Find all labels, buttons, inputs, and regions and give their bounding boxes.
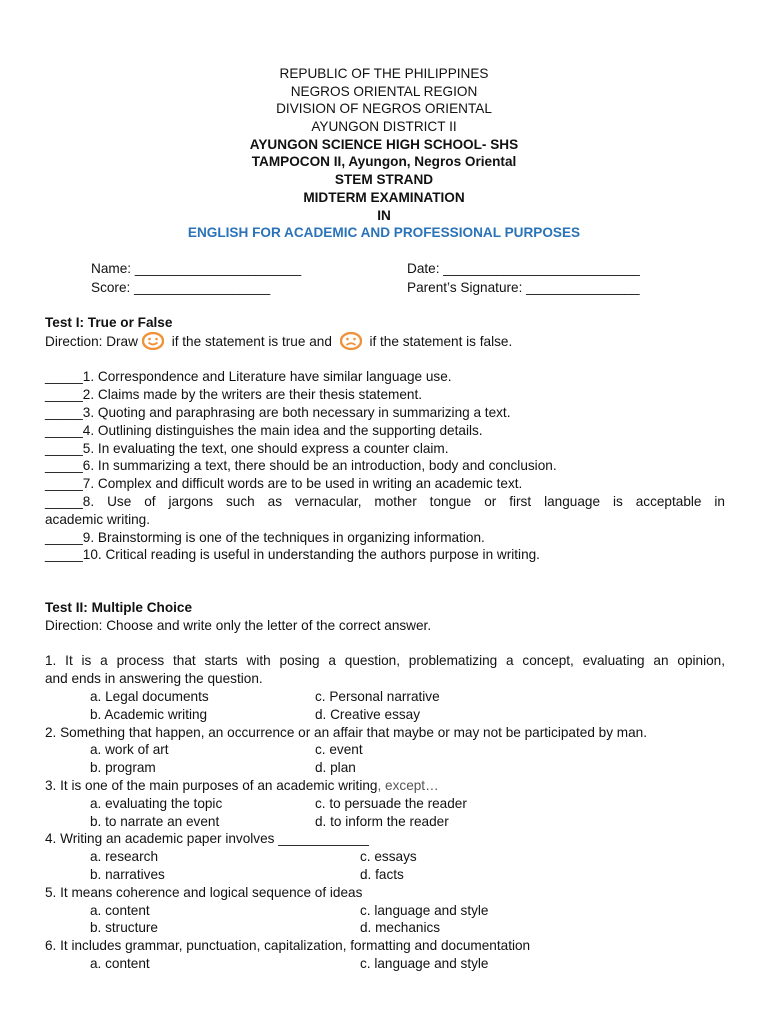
tf-item-continuation: academic writing. — [45, 511, 151, 527]
student-info — [91, 260, 691, 298]
option-d: d. Creative essay — [315, 706, 421, 722]
test1-direction: Direction: Draw if the statement is true and if the statement is false. — [45, 333, 513, 349]
option-row — [45, 706, 725, 724]
question-5: 5. It means coherence and logical sequence of ideas — [45, 884, 363, 900]
option-d: d. plan — [315, 760, 356, 776]
option-c: c. Personal narrative — [315, 688, 440, 704]
option-d: d. mechanics — [360, 920, 441, 936]
option-row — [45, 902, 725, 920]
option-a: a. research — [90, 849, 159, 865]
option-b: b. Academic writing — [90, 706, 208, 722]
test2-direction: Direction: Choose and write only the letter of the correct answer. — [45, 617, 432, 633]
tf-item: _____8. Use of jargons such as vernacular, mother tongue or first language is acceptable in — [45, 493, 725, 509]
option-b: b. narratives — [90, 866, 165, 882]
option-b: b. program — [90, 760, 156, 776]
subject-title: ENGLISH FOR ACADEMIC AND PROFESSIONAL PURPOSES — [187, 225, 581, 241]
option-row — [45, 848, 725, 866]
header-line: REPUBLIC OF THE PHILIPPINES — [279, 66, 489, 81]
option-d: d. to inform the reader — [315, 813, 449, 829]
sad-face-icon — [340, 332, 362, 350]
option-row — [45, 759, 725, 777]
option-row — [45, 688, 725, 706]
header-line: DIVISION OF NEGROS ORIENTAL — [276, 101, 492, 117]
option-row — [45, 919, 725, 937]
question-6: 6. It includes grammar, punctuation, capitalization, formatting and documentation — [45, 938, 531, 954]
option-a: a. Legal documents — [90, 688, 209, 704]
question-3: 3. It is one of the main purposes of an academic writing, except… — [45, 777, 439, 793]
smiley-face-icon — [142, 332, 164, 350]
date-field: Date: __________________________ — [407, 261, 640, 276]
tf-item: _____2. Claims made by the writers are their thesis statement. — [45, 387, 423, 403]
option-a: a. evaluating the topic — [90, 795, 223, 811]
tf-item: _____6. In summarizing a text, there should be an introduction, body and conclusion. — [45, 458, 557, 474]
option-c: c. to persuade the reader — [315, 795, 467, 811]
question-4: 4. Writing an academic paper involves ____________ — [45, 831, 369, 847]
option-b: b. structure — [90, 920, 158, 936]
test2-section — [45, 599, 725, 973]
signature-field: Parent’s Signature: _______________ — [407, 280, 640, 295]
test1-section — [45, 314, 725, 564]
option-b: b. to narrate an event — [90, 813, 220, 829]
name-field: Name: ______________________ — [91, 261, 302, 276]
tf-item: _____3. Quoting and paraphrasing are both necessary in summarizing a text. — [45, 404, 511, 420]
school-address: TAMPOCON II, Ayungon, Negros Oriental — [251, 154, 517, 170]
option-c: c. event — [315, 742, 363, 758]
question-1-cont: and ends in answering the question. — [45, 671, 263, 687]
option-a: a. content — [90, 955, 150, 971]
option-row — [45, 866, 725, 884]
exam-title: MIDTERM EXAMINATION — [303, 189, 465, 205]
tf-item: _____1. Correspondence and Literature have similar language use. — [45, 369, 452, 385]
option-c: c. essays — [360, 849, 417, 865]
tf-item: _____7. Complex and difficult words are to be used in writing an academic text. — [45, 476, 523, 492]
option-a: a. content — [90, 902, 150, 918]
question-2: 2. Something that happen, an occurrence or an affair that maybe or may not be participated by man. — [45, 724, 648, 740]
option-row — [45, 955, 725, 973]
tf-item: _____10. Critical reading is useful in understanding the authors purpose in writing. — [45, 547, 540, 563]
tf-item: _____4. Outlining distinguishes the main idea and the supporting details. — [45, 422, 483, 438]
score-field: Score: __________________ — [91, 280, 271, 295]
option-d: d. facts — [360, 866, 404, 882]
option-c: c. language and style — [360, 955, 489, 971]
school-name: AYUNGON SCIENCE HIGH SCHOOL- SHS — [249, 136, 519, 152]
option-c: c. language and style — [360, 902, 489, 918]
option-row — [45, 813, 725, 831]
exam-title-in: IN — [377, 207, 391, 223]
option-a: a. work of art — [90, 742, 169, 758]
option-row — [45, 741, 725, 759]
question-1: 1. It is a process that starts with posing a question, problematizing a concept, evaluating an opinion, — [45, 653, 725, 669]
tf-item: _____5. In evaluating the text, one should express a counter claim. — [45, 440, 449, 456]
header-line: AYUNGON DISTRICT II — [311, 119, 457, 135]
header-line: NEGROS ORIENTAL REGION — [290, 83, 478, 99]
exam-header — [0, 65, 768, 242]
test1-title: Test I: True or False — [45, 315, 173, 330]
strand: STEM STRAND — [334, 172, 434, 188]
option-row — [45, 795, 725, 813]
test2-title: Test II: Multiple Choice — [45, 600, 193, 615]
tf-item: _____9. Brainstorming is one of the techniques in organizing information. — [45, 529, 485, 545]
